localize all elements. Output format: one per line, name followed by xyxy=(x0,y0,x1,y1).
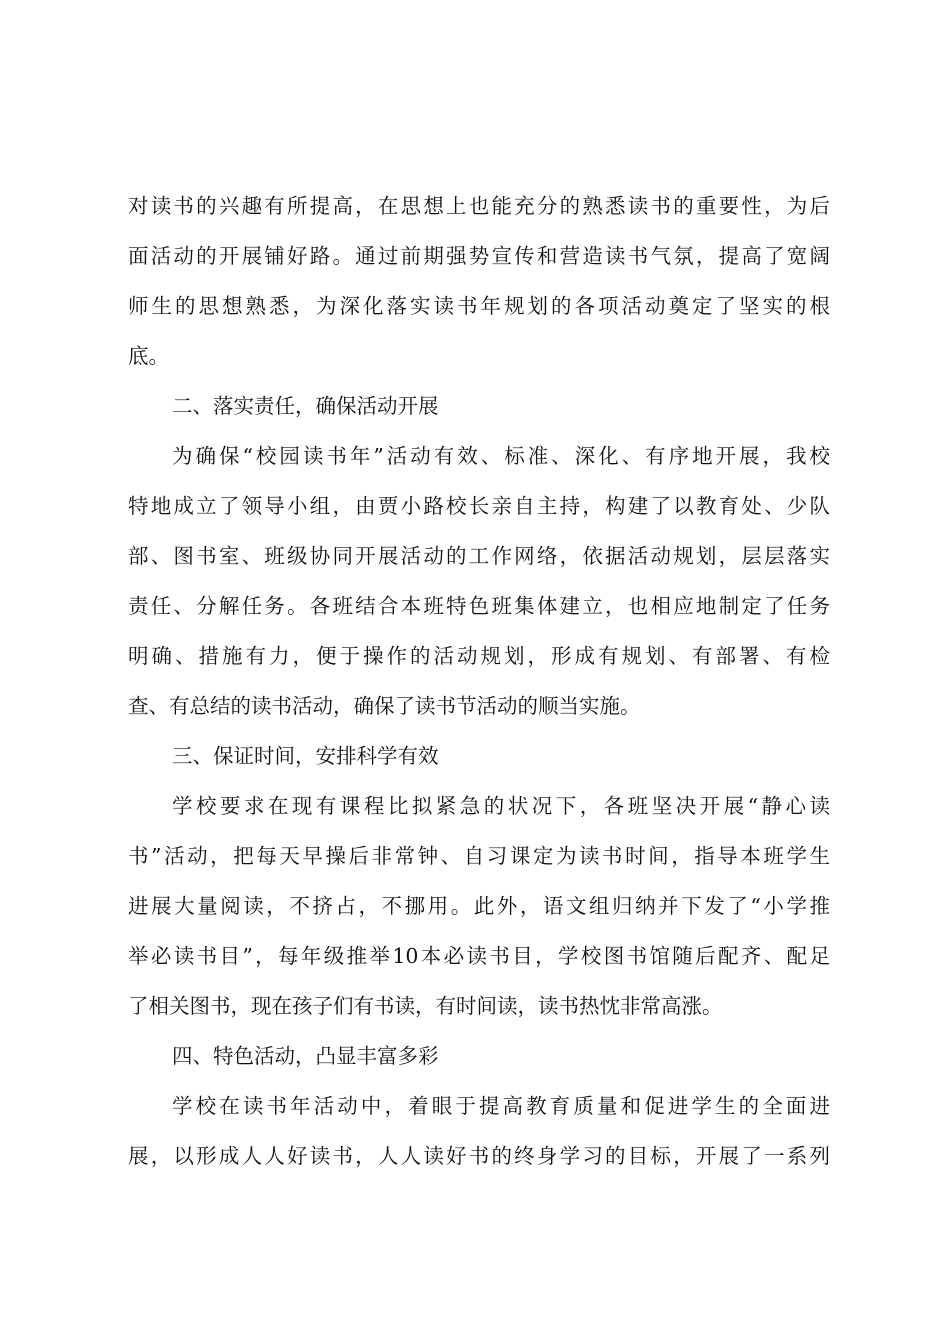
paragraph-line: 了相关图书，现在孩子们有书读，有时间读，读书热忱非常高涨。 xyxy=(128,994,723,1018)
paragraph-line: 查、有总结的读书活动，确保了读书节活动的顺当实施。 xyxy=(128,694,641,718)
paragraph-line: 展，以形成人人好读书，人人读好书的终身学习的目标，开展了一系列 xyxy=(128,1144,830,1168)
paragraph-line: 明确、措施有力，便于操作的活动规划，形成有规划、有部署、有检 xyxy=(128,644,830,668)
paragraph-line: 部、图书室、班级协同开展活动的工作网络，依据活动规划，层层落实 xyxy=(128,544,830,568)
paragraph-line: 学校在读书年活动中，着眼于提高教育质量和促进学生的全面进 xyxy=(172,1094,830,1118)
paragraph-line: 责任、分解任务。各班结合本班特色班集体建立，也相应地制定了任务 xyxy=(128,594,830,618)
paragraph-line: 举必读书目”，每年级推举10本必读书目，学校图书馆随后配齐、配足 xyxy=(128,944,830,968)
paragraph-line: 底。 xyxy=(128,344,169,368)
paragraph-line: 学校要求在现有课程比拟紧急的状况下，各班坚决开展“静心读 xyxy=(172,794,830,818)
paragraph-line: 进展大量阅读，不挤占，不挪用。此外，语文组归纳并下发了“小学推 xyxy=(128,894,830,918)
paragraph-line: 师生的思想熟悉，为深化落实读书年规划的各项活动奠定了坚实的根 xyxy=(128,294,830,318)
section-heading: 二、落实责任，确保活动开展 xyxy=(172,394,439,418)
paragraph-line: 面活动的开展铺好路。通过前期强势宣传和营造读书气氛，提高了宽阔 xyxy=(128,244,830,268)
section-heading: 四、特色活动，凸显丰富多彩 xyxy=(172,1044,439,1068)
paragraph-line: 对读书的兴趣有所提高，在思想上也能充分的熟悉读书的重要性，为后 xyxy=(128,194,830,218)
paragraph-line: 为确保“校园读书年”活动有效、标准、深化、有序地开展，我校 xyxy=(172,444,830,468)
paragraph-line: 特地成立了领导小组，由贾小路校长亲自主持，构建了以教育处、少队 xyxy=(128,494,830,518)
section-heading: 三、保证时间，安排科学有效 xyxy=(172,744,439,768)
paragraph-line: 书”活动，把每天早操后非常钟、自习课定为读书时间，指导本班学生 xyxy=(128,844,830,868)
